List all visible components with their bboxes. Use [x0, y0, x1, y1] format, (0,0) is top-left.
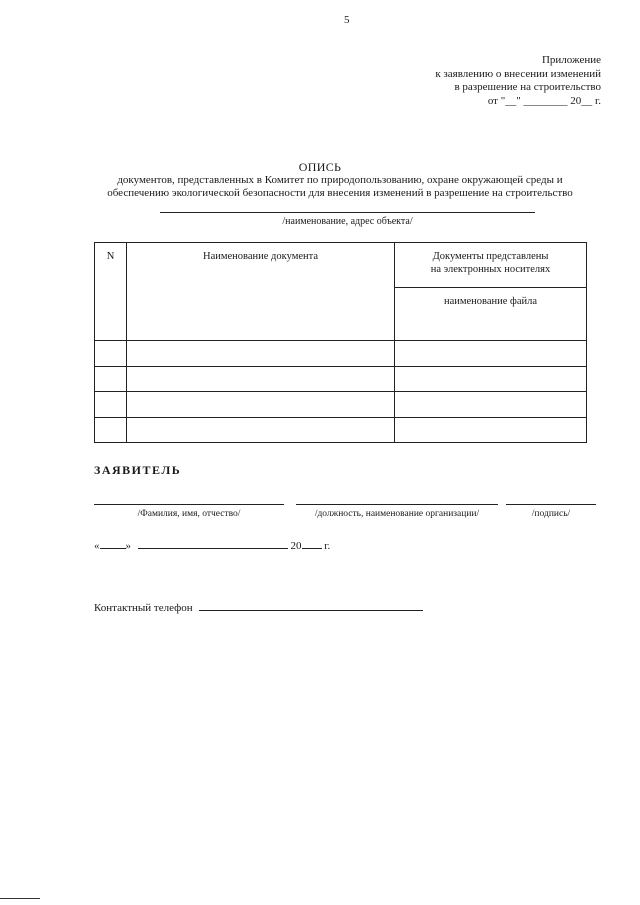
cell-document-name[interactable] [127, 341, 395, 367]
table-row [95, 366, 587, 392]
document-title: ОПИСЬ [298, 160, 342, 174]
signature-caption: /подпись/ [531, 509, 571, 519]
date-close-quote: » [125, 540, 131, 552]
signature-fill-line[interactable] [506, 504, 596, 505]
header-number: N [95, 243, 127, 341]
date-open-quote: « [94, 540, 100, 552]
contact-phone-line [94, 599, 423, 614]
cell-document-name[interactable] [127, 392, 395, 418]
position-fill-line[interactable] [296, 504, 498, 505]
name-fill-line[interactable] [94, 504, 284, 505]
year-suffix: г. [324, 540, 331, 552]
table-row [95, 417, 587, 443]
cell-document-name[interactable] [127, 366, 395, 392]
header-document-name: Наименование документа [127, 243, 395, 341]
header-file-name: наименование файла [395, 288, 587, 341]
page-number: 5 [344, 14, 350, 26]
cell-number[interactable] [95, 417, 127, 443]
cell-document-name[interactable] [127, 417, 395, 443]
subtitle-line: документов, представленных в Комитет по природопользованию, охране окружающей среды и [117, 174, 563, 186]
cell-file-name[interactable] [395, 341, 587, 367]
applicant-heading: ЗАЯВИТЕЛЬ [94, 463, 182, 477]
document-list-table [94, 242, 587, 443]
header-electronic-line: на электронных носителях [430, 264, 551, 275]
year-prefix: 20 [290, 540, 302, 552]
appendix-date-line: от "__" ________ 20__ г. [487, 94, 601, 107]
table-row [95, 341, 587, 367]
date-line [94, 537, 330, 552]
position-caption: /должность, наименование организации/ [314, 509, 480, 519]
cell-file-name[interactable] [395, 417, 587, 443]
phone-fill[interactable] [199, 599, 423, 611]
name-caption: /Фамилия, имя, отчество/ [137, 509, 241, 519]
table-row [95, 392, 587, 418]
cell-number[interactable] [95, 392, 127, 418]
cell-file-name[interactable] [395, 392, 587, 418]
phone-label: Контактный телефон [94, 602, 193, 614]
object-fill-line[interactable] [160, 212, 535, 213]
object-caption: /наименование, адрес объекта/ [282, 216, 413, 227]
header-electronic-line: Документы представлены [432, 251, 549, 262]
cell-file-name[interactable] [395, 366, 587, 392]
subtitle-line: обеспечению экологической безопасности для внесения изменений в разрешение на строительство [107, 187, 573, 199]
document-subtitle [40, 174, 640, 200]
appendix-line: к заявлению о внесении изменений [435, 67, 601, 80]
footer-rule [0, 898, 40, 899]
appendix-line: в разрешение на строительство [454, 81, 601, 93]
appendix-line: Приложение [541, 54, 601, 66]
appendix-header [435, 54, 601, 108]
cell-number[interactable] [95, 366, 127, 392]
year-fill[interactable] [302, 537, 322, 549]
cell-number[interactable] [95, 341, 127, 367]
day-fill[interactable] [100, 537, 126, 549]
header-electronic-media [395, 243, 587, 288]
month-fill[interactable] [138, 537, 288, 549]
table-header-row [95, 243, 587, 288]
